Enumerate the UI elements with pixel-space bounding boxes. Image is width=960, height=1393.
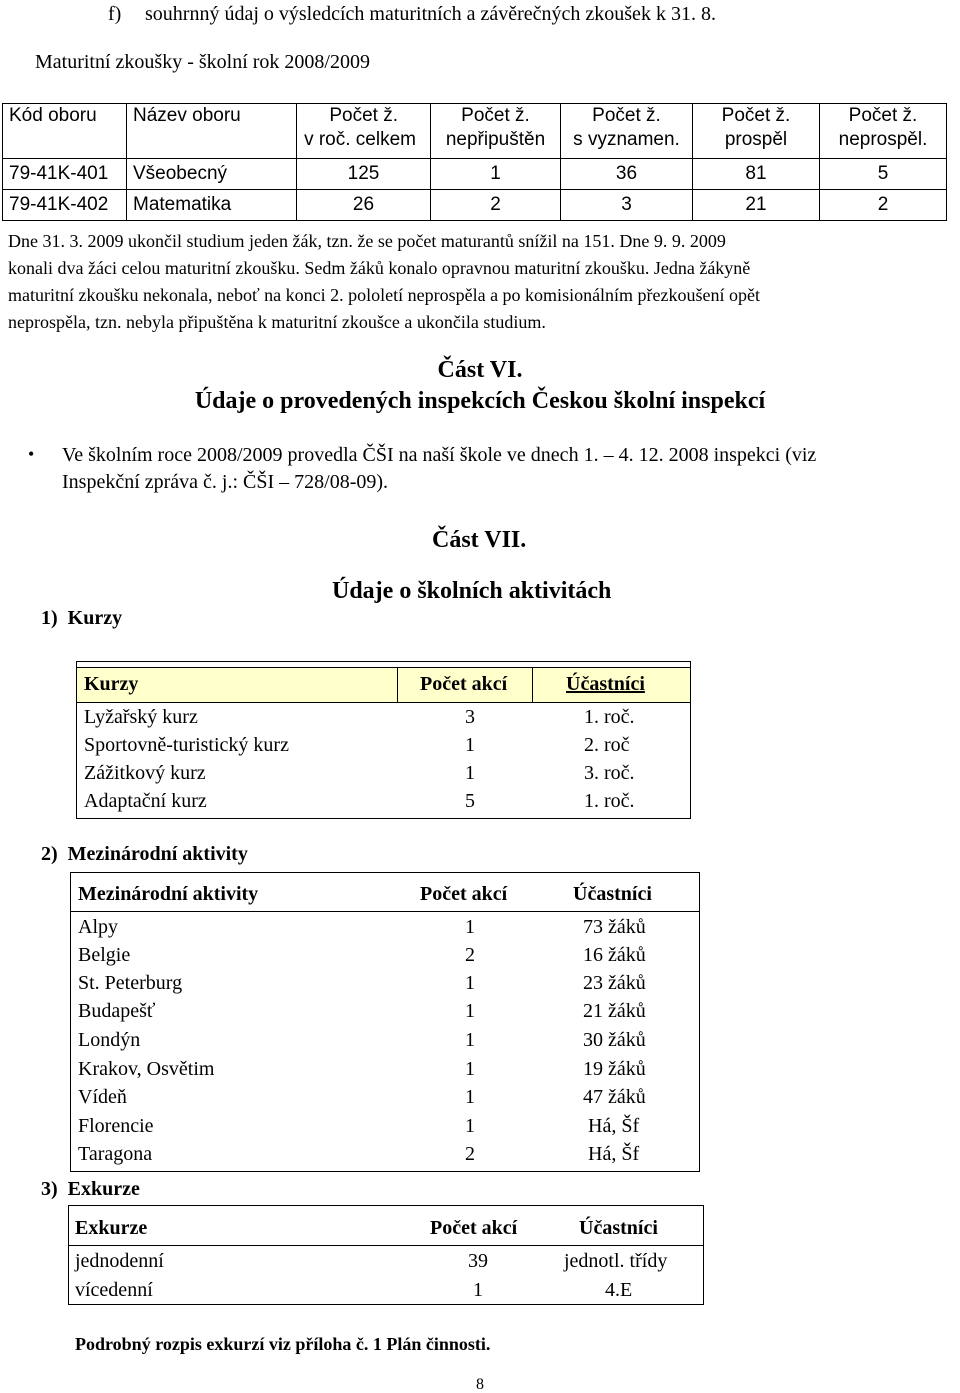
table-row (3, 190, 947, 221)
table-row: Krakov, Osvětim (78, 1058, 215, 1080)
row-participants: 4.E (605, 1279, 633, 1301)
courses-header-participants: Účastníci (566, 673, 645, 695)
row-participants: 1. roč. (584, 706, 635, 728)
heading-text: souhrnný údaj o výsledcích maturitních a závěrečných zkoušek k 31. 8. (145, 3, 716, 25)
results-table (2, 103, 947, 221)
row-not-admitted: 2 (431, 190, 561, 221)
row-honors: 36 (561, 159, 693, 190)
header-name: Název oboru (127, 104, 297, 159)
row-participants: Há, Šf (588, 1143, 640, 1165)
row-participants: 1. roč. (584, 790, 635, 812)
table-row: Zážitkový kurz (84, 762, 206, 784)
section-title: Maturitní zkoušky - školní rok 2008/2009 (35, 51, 370, 73)
row-count: 1 (465, 734, 475, 756)
paragraph-line: neprospěla, tzn. nebyla připuštěna k maturitní zkoušce a ukončila studium. (8, 312, 546, 332)
international-header-name: Mezinárodní aktivity (78, 883, 259, 905)
row-count: 1 (465, 916, 475, 938)
row-count: 1 (465, 1058, 475, 1080)
table-row: vícedenní (75, 1279, 153, 1301)
table-row: St. Peterburg (78, 972, 183, 994)
row-participants: 19 žáků (583, 1058, 646, 1080)
excursions-header-name: Exkurze (75, 1217, 148, 1239)
courses-heading: 1) Kurzy (41, 607, 123, 629)
part7-subtitle: Údaje o školních aktivitách (332, 578, 612, 604)
page-number: 8 (476, 1376, 484, 1393)
row-not-admitted: 1 (431, 159, 561, 190)
row-count: 1 (465, 762, 475, 784)
paragraph (8, 229, 953, 337)
table-row: Vídeň (78, 1086, 127, 1108)
row-count: 1 (473, 1279, 483, 1301)
row-participants: 47 žáků (583, 1086, 646, 1108)
row-count: 1 (465, 972, 475, 994)
paragraph-line: konali dva žáci celou maturitní zkoušku. Sedm žáků konalo opravnou maturitní zkoušku. Jedna žákyně (8, 258, 751, 278)
row-participants: 73 žáků (583, 916, 646, 938)
international-heading: 2) Mezinárodní aktivity (41, 843, 248, 865)
row-count: 2 (465, 944, 475, 966)
part7-title: Část VII. (432, 527, 527, 553)
row-participants: 16 žáků (583, 944, 646, 966)
header-code: Kód oboru (3, 104, 127, 159)
table-row: Budapešť (78, 1000, 156, 1022)
inspection-line-2: Inspekční zpráva č. j.: ČŠI – 728/08-09). (62, 471, 389, 493)
row-honors: 3 (561, 190, 693, 221)
international-header-participants: Účastníci (573, 883, 652, 905)
header-failed: Počet ž. neprospěl. (820, 104, 947, 159)
table-row: Florencie (78, 1115, 154, 1137)
row-failed: 2 (820, 190, 947, 221)
row-count: 1 (465, 1029, 475, 1051)
row-participants: 23 žáků (583, 972, 646, 994)
table-row: Sportovně-turistický kurz (84, 734, 289, 756)
row-participants: 3. roč. (584, 762, 635, 784)
table-row: Taragona (78, 1143, 153, 1165)
table-row: Londýn (78, 1029, 141, 1051)
courses-header-count: Počet akcí (420, 673, 508, 695)
header-honors: Počet ž. s vyznamen. (561, 104, 693, 159)
results-header-row (3, 104, 947, 159)
international-header-count: Počet akcí (420, 883, 508, 905)
courses-header-name: Kurzy (84, 673, 139, 695)
header-total: Počet ž. v roč. celkem (297, 104, 431, 159)
row-code: 79-41K-402 (3, 190, 127, 221)
table-row (3, 159, 947, 190)
paragraph-line: Dne 31. 3. 2009 ukončil studium jeden žák, tzn. že se počet maturantů snížil na 151. Dne 9. 9. 2009 (8, 231, 726, 251)
table-row: Alpy (78, 916, 118, 938)
bullet-icon: • (28, 444, 35, 464)
row-name: Všeobecný (127, 159, 297, 190)
table-row: jednodenní (75, 1250, 164, 1272)
row-passed: 21 (693, 190, 820, 221)
header-passed: Počet ž. prospěl (693, 104, 820, 159)
row-participants: 2. roč (584, 734, 630, 756)
heading-label: f) (108, 3, 122, 25)
row-count: 3 (465, 706, 475, 728)
paragraph-line: maturitní zkoušku nekonala, neboť na konci 2. pololetí neprospěla a po komisionálním přezkoušení opět (8, 285, 761, 305)
table-row: Lyžařský kurz (84, 706, 198, 728)
part6-subtitle: Údaje o provedených inspekcích Českou školní inspekcí (194, 388, 766, 414)
excursions-header-count: Počet akcí (430, 1217, 518, 1239)
row-count: 39 (468, 1250, 488, 1272)
row-participants: jednotl. třídy (564, 1250, 668, 1272)
row-failed: 5 (820, 159, 947, 190)
excursions-heading: 3) Exkurze (41, 1178, 140, 1200)
table-row: Belgie (78, 944, 131, 966)
row-participants: Há, Šf (588, 1115, 640, 1137)
excursions-header-participants: Účastníci (579, 1217, 658, 1239)
row-name: Matematika (127, 190, 297, 221)
row-count: 5 (465, 790, 475, 812)
row-participants: 21 žáků (583, 1000, 646, 1022)
table-row: Adaptační kurz (84, 790, 207, 812)
row-count: 2 (465, 1143, 475, 1165)
inspection-line-1: Ve školním roce 2008/2009 provedla ČŠI na naší škole ve dnech 1. – 4. 12. 2008 inspekci (viz (62, 444, 817, 466)
part6-title: Část VI. (437, 357, 523, 383)
row-passed: 81 (693, 159, 820, 190)
row-total: 125 (297, 159, 431, 190)
row-code: 79-41K-401 (3, 159, 127, 190)
row-count: 1 (465, 1000, 475, 1022)
footer-note: Podrobný rozpis exkurzí viz příloha č. 1 Plán činnosti. (75, 1334, 491, 1354)
row-count: 1 (465, 1115, 475, 1137)
row-count: 1 (465, 1086, 475, 1108)
header-not-admitted: Počet ž. nepřipuštěn (431, 104, 561, 159)
row-total: 26 (297, 190, 431, 221)
row-participants: 30 žáků (583, 1029, 646, 1051)
